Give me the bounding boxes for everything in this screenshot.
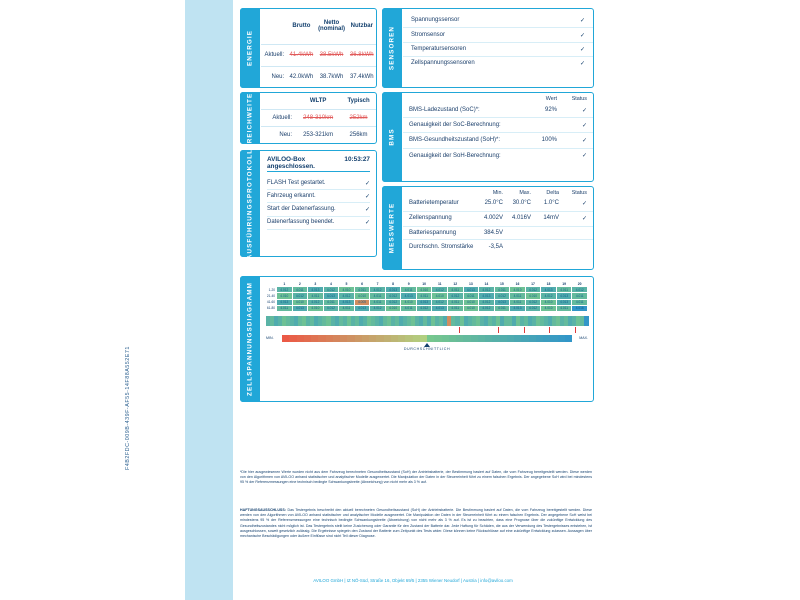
- sensor-2-label: Temperatursensoren: [411, 45, 467, 52]
- energie-row-0-nutzbar: 36.8kWh: [348, 44, 376, 66]
- check-icon: ✓: [579, 32, 585, 39]
- reichweite-table: [261, 93, 376, 143]
- reichweite-row-1-wltp: 253-321km: [303, 132, 334, 139]
- table-row: [261, 44, 376, 66]
- check-icon: ✓: [581, 122, 587, 129]
- table-row: [261, 66, 376, 87]
- average-marker: [266, 343, 588, 351]
- messwerte-header-max: Max.: [519, 190, 531, 196]
- card-reichweite: [240, 92, 377, 144]
- reichweite-row-0-typisch: 252km: [341, 110, 376, 127]
- energie-row-0-label: Aktuell:: [261, 44, 287, 66]
- energie-row-0-brutto: 41.4kWh: [287, 44, 315, 66]
- list-item: [403, 57, 593, 70]
- footnote: *Die hier ausgewiesenen Werte wurden nicht aus dem Fahrzeug berechneten Gesundheitszustand (SoH) der Antriebsbatterie, der Bestimmung basiert auf Daten, die vom Fahrzeug bereitgestellt werden. Diese werden von den Algorithmen von AVILOO anhand statistischer und analytischer Modelle ausgewertet. Die Manipulation der Daten in der Steuereinheit führt zu einem falschen Ergebnis. Der angegebene SoH wird bei mindestens 95 % der Referenzmessungen eine technisch bedingte Schwankungsbreite (Abweichung) von nicht mehr als 3 % auf.: [240, 470, 592, 485]
- protokoll-title: AVILOO-Box angeschlossen.: [267, 156, 344, 172]
- card-tab-reichweite: REICHWEITE: [240, 92, 260, 144]
- energie-row-0-netto: 38.5kWh: [316, 44, 348, 66]
- reichweite-header-1: Typisch: [341, 93, 376, 110]
- card-bms: [382, 92, 594, 182]
- sensor-0-label: Spannungssensor: [411, 17, 460, 24]
- table-row: [403, 240, 593, 253]
- bms-row-1-label: Genauigkeit der SoC-Berechnung:: [409, 122, 501, 129]
- protokoll-time: 10:53:27: [344, 156, 370, 172]
- card-tab-sensoren: SENSOREN: [382, 8, 402, 88]
- messwerte-header: [403, 187, 593, 197]
- energie-header-1: Netto (nominal): [316, 9, 348, 44]
- table-row: [403, 103, 593, 118]
- energie-row-1-netto: 38.7kWh: [319, 73, 344, 80]
- messwerte-row-0-min: 25.0°C: [484, 200, 503, 207]
- check-icon: ✓: [364, 193, 370, 200]
- card-zellspannungsdiagramm: [240, 276, 594, 402]
- reichweite-row-1-label: Neu:: [279, 132, 293, 139]
- bms-header: [403, 93, 593, 103]
- list-item: [267, 190, 370, 203]
- reichweite-row-0-label: Aktuell:: [261, 110, 295, 127]
- table-row: [403, 227, 593, 241]
- bms-header-status: Status: [571, 96, 587, 102]
- left-accent-band: [125, 0, 233, 600]
- messwerte-row-0-delta: 1.0°C: [543, 200, 559, 207]
- table-row: [403, 133, 593, 148]
- messwerte-row-1-delta: 14mV: [543, 215, 559, 222]
- table-row: [403, 197, 593, 212]
- check-icon: ✓: [579, 18, 585, 25]
- messwerte-row-1-label: Zellenspannung: [409, 215, 452, 222]
- messwerte-row-3-min: -3,5A: [488, 243, 503, 250]
- bms-row-0-label: BMS-Ladezustand (SoC)*:: [409, 107, 480, 114]
- check-icon: ✓: [581, 153, 587, 160]
- bms-row-3-label: Genauigkeit der SoH-Berechnung:: [409, 152, 501, 159]
- table-row: 21-40 4.010 4.012 4.011 4.013 4.012 4.010 4.011 4.012 4.013 4.011 4.010 4.012 4.011 4.013 4.012 4.011 4.010 4.012 4.013 4.011: [266, 293, 588, 299]
- sensor-3-label: Zellspannungssensoren: [411, 60, 475, 67]
- list-item: [403, 14, 593, 28]
- check-icon: ✓: [579, 46, 585, 53]
- list-item: [267, 177, 370, 190]
- bms-row-2-label: BMS-Gesundheitszustand (SoH)*:: [409, 137, 501, 144]
- messwerte-row-1-min: 4.002V: [483, 215, 503, 222]
- card-ausfuehrungsprotokoll: [240, 150, 377, 257]
- table-row: 41-60 4.013 4.010 4.012 4.011 4.013 4.005 4.011 4.012 4.010 4.013 4.012 4.011 4.010 4.012 4.013 4.011 4.012 4.010 4.013 4.011: [266, 299, 588, 305]
- protokoll-item-1-label: Fahrzeug erkannt.: [267, 192, 316, 199]
- list-item: [403, 43, 593, 57]
- protokoll-title-row: [261, 151, 376, 175]
- check-icon: ✓: [581, 107, 587, 114]
- table-row: [403, 149, 593, 163]
- card-tab-energie: ENERGIE: [240, 8, 260, 88]
- check-icon: ✓: [581, 137, 587, 144]
- check-icon: ✓: [364, 206, 370, 213]
- scale-max-label: MAX.: [579, 336, 588, 341]
- list-item: [267, 203, 370, 216]
- card-sensoren: [382, 8, 594, 88]
- table-row: [261, 127, 376, 143]
- protokoll-list: [261, 175, 376, 230]
- reichweite-header-0: WLTP: [295, 93, 341, 110]
- messwerte-row-0-max: 30.0°C: [512, 200, 531, 207]
- bms-row-2-value: 100%: [541, 137, 557, 144]
- disclaimer-title: HAFTUNGSAUSSCHLUSS:: [240, 508, 286, 512]
- bms-row-0-value: 92%: [544, 107, 557, 114]
- energie-header-0: Brutto: [287, 9, 315, 44]
- card-tab-protokoll: AUSFÜHRUNGSPROTOKOLL: [240, 150, 260, 257]
- card-tab-bms: BMS: [382, 92, 402, 182]
- messwerte-row-3-label: Durchschn. Stromstärke: [409, 243, 474, 250]
- bms-header-wert: Wert: [545, 96, 557, 102]
- messwerte-header-delta: Delta: [546, 190, 559, 196]
- table-row: [261, 110, 376, 127]
- protokoll-item-0-label: FLASH Test gestartet.: [267, 179, 326, 186]
- messwerte-header-min: Min.: [492, 190, 503, 196]
- messwerte-header-status: Status: [571, 190, 587, 196]
- check-icon: ✓: [364, 180, 370, 187]
- check-icon: ✓: [579, 61, 585, 68]
- card-energie: [240, 8, 377, 88]
- card-messwerte: [382, 186, 594, 270]
- sensor-1-label: Stromsensor: [411, 31, 446, 38]
- scale-min-label: MIN.: [266, 336, 274, 341]
- messwerte-row-0-label: Batterietemperatur: [409, 200, 459, 207]
- cell-voltage-bar: [266, 316, 588, 326]
- list-item: [403, 28, 593, 42]
- table-row: 1-20 4.012 4.011 4.013 4.012 4.010 4.011 4.012 4.013 4.011 4.010 4.012 4.011 4.013 4.012 4.011 4.010 4.012 4.013 4.011 4.012: [266, 287, 588, 293]
- messwerte-row-2-label: Batteriespannung: [409, 229, 457, 236]
- messwerte-row-1-max: 4.016V: [511, 215, 531, 222]
- protokoll-item-3-label: Datenerfassung beendet.: [267, 219, 335, 226]
- table-row: 61-80 4.011 4.013 4.010 4.012 4.011 4.013 4.012 4.010 4.011 4.012 4.013 4.011 4.010 4.012 4.011 4.013 4.012 4.010 4.011 4.016: [266, 305, 588, 311]
- footer-contact: AVILOO GmbH | IZ NÖ-Süd, Straße 16, Objekt 69/5 | 2355 Wiener Neudorf | Austria | info@aviloo.com: [313, 578, 513, 583]
- messwerte-row-2-min: 384.5V: [483, 229, 503, 236]
- disclaimer-text: Das Testergebnis beschreibt den aktuell berechneten Gesundheitszustand (SoH) der Antriebsbatterie. Die Bestimmung basiert auf Daten, die vom Fahrzeug bereitgestellt werden. Diese werden von den Algorithmen von AVILOO anhand statistischer und analytischer Modelle ausgewertet. Die Manipulation der Daten in der Steuereinheit führt zu einem falschen Ergebnis. Der angegebene SoH weist bei mindestens 95 % der Referenzmessungen eine technisch bedingte Schwankungsbreite (Abweichung) von nicht mehr als 3 % auf. Es ist zu beachten, dass eine Prognose über die zukünftige Entwicklung des Gesundheitszustandes nicht möglich ist. Das Testergebnis stellt keine Zusicherung oder Garantie für den Zustand der Batterie dar. Jede Haftung für Schäden, die aus der Verwendung des Testergebnisses entstehen, ist ausgeschlossen, soweit gesetzlich zulässig. Die Ergebnisse spiegeln den Zustand der Batterie zum Zeitpunkt des Tests wider. Diese können keine Rückschlüsse auf eine zukünftige Entwicklung zulassen. Aussagen über mechanische Beschädigungen oder äußere Einflüsse sind nicht Teil dieser Diagnose.: [240, 508, 592, 539]
- reichweite-row-0-wltp: 248-310km: [295, 110, 341, 127]
- cell-voltage-ticks: [266, 327, 588, 333]
- reichweite-row-1-typisch: 256km: [349, 132, 368, 139]
- card-tab-zellspannung: ZELLSPANNUNGSDIAGRAMM: [240, 276, 260, 402]
- energie-table: [261, 9, 376, 87]
- table-row: [403, 118, 593, 133]
- check-icon: ✓: [581, 216, 587, 223]
- check-icon: ✓: [581, 201, 587, 208]
- disclaimer: [240, 508, 592, 539]
- table-row: [403, 212, 593, 227]
- energie-row-1-nutzbar: 37.4kWh: [349, 73, 374, 80]
- cell-voltage-scale: [266, 335, 588, 342]
- cell-voltage-table: 1 2 3 4 5 6 7 8 9 10 11 12 13 14 15 16 17 18 19 20 1-20 4.012 4.011 4.013 4.012 4.010 4.011 4.012 4.013 4.011 4.010 4.012 4.011 4.013 4.012 4.011 4.010 4.012 4.013 4.011 4.012 21-40 4.010 4.012 4.011 4.013 4.012 4.010 4.011 4.012 4.013 4.011 4.010 4.012 4.011 4.013 4.012 4.011 4.010 4.012 4.013 4.011 41-60 4.013 4.010 4.012 4.011 4.013 4.005 4.011 4.012 4.010 4.013 4.012 4.011 4.010 4.012 4.013 4.011 4.012 4.010 4.013 4.011 61-80 4.011 4.013 4.010 4.012 4.011 4.013 4.012 4.010 4.011 4.012 4.013 4.011 4.010 4.012 4.011 4.013 4.012 4.010 4.011 4.016: [266, 281, 588, 312]
- protokoll-item-2-label: Start der Datenerfassung.: [267, 205, 336, 212]
- average-label: DURCHSCHNITTLICH: [403, 346, 451, 351]
- list-item: [267, 217, 370, 230]
- energie-row-1-brutto: 42.0kWh: [289, 73, 314, 80]
- scale-gradient: [282, 335, 572, 342]
- energie-header-2: Nutzbar: [348, 9, 376, 44]
- document-code: F4B2FDC-009B-439F-AF55-14F88A552E71: [125, 346, 131, 470]
- card-tab-messwerte: MESSWERTE: [382, 186, 402, 270]
- energie-row-1-label: Neu:: [271, 73, 285, 80]
- check-icon: ✓: [364, 220, 370, 227]
